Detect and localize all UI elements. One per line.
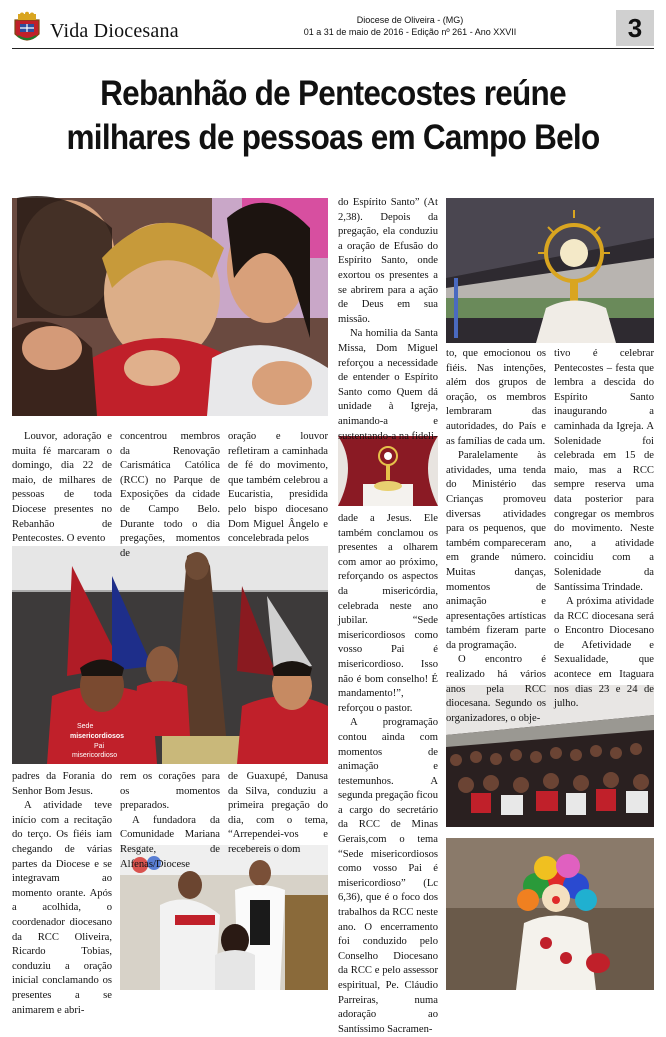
shirt-text-sede: Sede — [77, 723, 94, 730]
paragraph: Paralelamente às atividades, uma tenda do Ministério das Crianças promoveu diversas atividades para os pequenos, que também compareceram em grande número. Muitas danças, momentos de animação e apresentações artísticas também fizeram parte da programação. — [446, 450, 546, 651]
page-number: 3 — [616, 10, 654, 46]
paragraph: do Espírito Santo” (At 2,38). Depois da pregação, ela conduziu a oração de Efusão do Espírito Santo, onde exortou os presentes a se abrirem para a ação de Deus em sua missão. — [338, 197, 438, 325]
article-col2-top — [120, 430, 220, 559]
paragraph: de Guaxupé, Danusa da Silva, conduziu a primeira pregação do dia, com o tema, “Arrependei-vos e recebereis o dom — [228, 771, 328, 855]
shirt-text-misericordiosos: misericordiosos — [70, 733, 125, 740]
shirt-text-misericordioso: misericordioso — [72, 752, 118, 759]
article-col1-top — [12, 430, 112, 545]
headline: Rebanhão de Pentecostes reúne milhares de pessoas em Campo Belo — [66, 74, 600, 157]
paragraph: to, que emocionou os fiéis. Nas intenções, além dos grupos de oração, os membros lembraram das autoridades, do País e as famílias de cada um. — [446, 348, 546, 447]
paragraph: A atividade teve início com a recitação do terço. Os fiéis iam chegando de várias partes da Diocese e se integravam ao momento orante. Após a acolhida, o coordenador diocesano da RCC Oliveira, Ricardo Tobias, conduziu a oração inicial conclamando os presentes a se animarem e abri- — [12, 800, 112, 1016]
photo-altar — [338, 436, 438, 506]
diocese-name: Diocese de Oliveira - (MG) — [356, 15, 464, 25]
section-title: Vida Diocesana — [50, 20, 179, 42]
diocese-logo-icon — [12, 12, 42, 46]
header-divider — [12, 48, 654, 49]
article-col4-bottom — [338, 512, 439, 1035]
paragraph: A fundadora da Comunidade Mariana Resgate, de Alfenas/Diocese — [120, 814, 220, 870]
paragraph: tivo é celebrar Pentecostes – festa que lembra a descida do Espírito Santo inaugurando a caminhada da Igreja. A Solenidade foi celebrada em 15 de maio, mas a RCC sempre reserva uma data posterior para congregar os membros do movimento. Neste ano, a atividade coincidiu com a Solenidade da Santíssima Trindade. — [554, 348, 654, 593]
photo-youth-statue — [12, 546, 328, 764]
paragraph: A programação contou ainda com momentos de animação e testemunhos. A segunda pregação ficou a cargo do secretário da RCC de Minas Gerais,com o tema “Sede misericordiosos como vosso Pai é misericordioso” (Lc 6,36), que é o foco dos trabalhos da RCC neste ano. O encerramento foi conduzido pelo Conselho Diocesano da RCC e pelo assessor espiritual, Pe. Cláudio Parreiras, numa adoração ao Santíssimo Sacramen- — [338, 717, 439, 1035]
paragraph: oração e louvor refletiram a caminhada de fé do movimento, que também celebrou a Eucaristia, presidida pelo bispo diocesano Dom Miguel Ângelo e concelebrada pelos — [228, 431, 328, 545]
paragraph: A próxima atividade da RCC diocesana será o Encontro Diocesano de Afetividade e Sexualidade, que acontece em Itaguara nos dias 23 e 24 de julho. — [554, 596, 654, 710]
article-col2-bottom — [120, 770, 220, 870]
paragraph: Na homilia da Santa Missa, Dom Miguel reforçou a necessidade de entender o Espírito Santo como Quem dá unidade à Igreja, animando-a e sustentando-a na fideli- — [338, 328, 438, 442]
photo-clown-mascot — [446, 838, 654, 990]
article-col1-bottom — [12, 770, 112, 1016]
paragraph: padres da Forania do Senhor Bom Jesus. — [12, 771, 112, 797]
article-col5 — [446, 347, 546, 724]
paragraph: rem os corações para os momentos preparados. — [120, 771, 220, 812]
article-col3-top — [228, 430, 328, 545]
paragraph: Louvor, adoração e muita fé marcaram o domingo, dia 22 de maio, de milhares de pessoas de toda Diocese presentes no Rebanhão de Pentecostes. O evento — [12, 431, 112, 545]
shirt-text-pai: Pai — [94, 743, 105, 750]
paragraph: dade a Jesus. Ele também conclamou os presentes a olharem com amor ao próximo, reforçando os aspectos da misericórdia, celebrada neste ano jubilar. “Sede misericordiosos como vosso Pai é misericordioso. Isso não é bom conselho! É mandamento!”, reforçou o pastor. — [338, 513, 438, 714]
article-col6 — [554, 347, 654, 710]
article-col3-bottom — [228, 770, 328, 855]
article-col4-top — [338, 196, 438, 442]
photo-monstrance — [446, 198, 654, 343]
edition-info — [290, 14, 530, 38]
paragraph: concentrou membros da Renovação Carismática Católica (RCC) no Parque de Exposições da cidade de Campo Belo. Durante todo o dia pregações, momentos de — [120, 431, 220, 559]
edition-date: 01 a 31 de maio de 2016 - Edição nº 261 - Ano XXVII — [303, 27, 517, 37]
paragraph: O encontro é realizado há vários anos pela RCC diocesana. Segundo os organizadores, o obje- — [446, 654, 546, 724]
photo-women-praying — [12, 198, 328, 416]
